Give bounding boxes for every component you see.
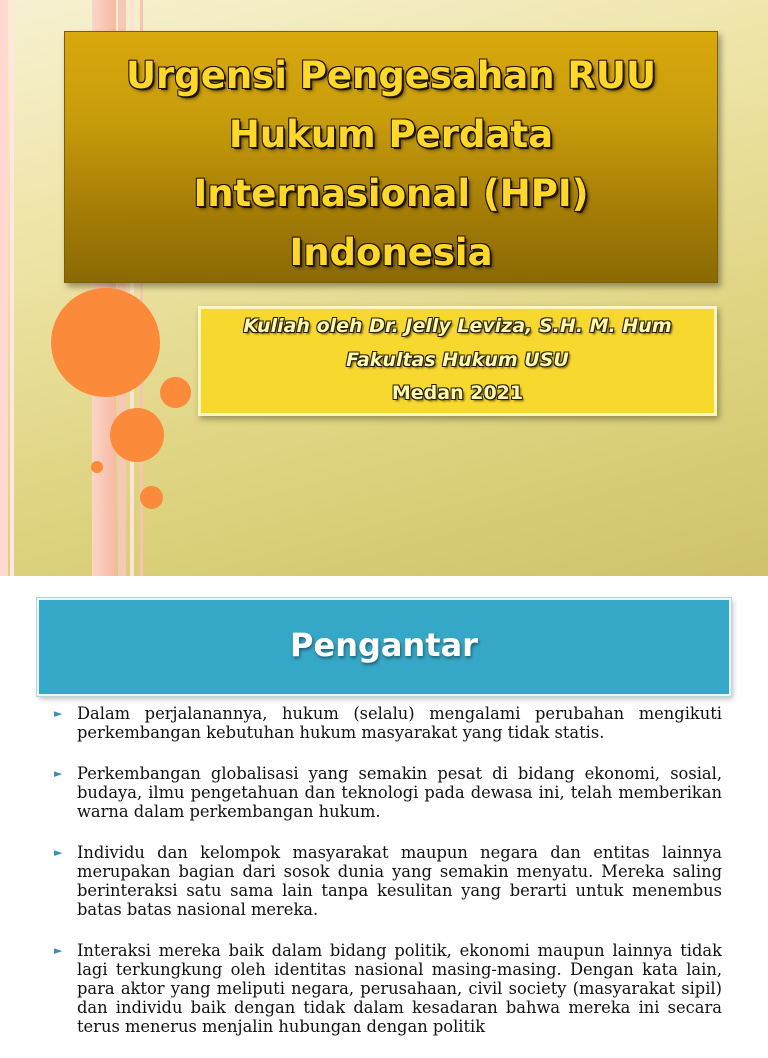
title-line: Indonesia (289, 231, 493, 274)
faculty-line: Fakultas Hukum USU (346, 349, 569, 371)
list-item (54, 704, 722, 742)
bullet-text: Perkembangan globalisasi yang semakin pesat di bidang ekonomi, sosial, budaya, ilmu pengetahuan dan teknologi pada dewasa ini, telah memberikan warna dalam perkembangan hukum. (77, 764, 722, 821)
title-line: Internasional (HPI) (193, 172, 589, 215)
triangle-bullet-icon: ► (54, 944, 63, 957)
triangle-bullet-icon: ► (54, 846, 63, 859)
bullet-text: Interaksi mereka baik dalam bidang politik, ekonomi maupun lainnya tidak lagi terkungkung oleh identitas nasional masing-masing. Dengan kata lain, para aktor yang meliputi negara, perusahaan, civil society (masyarakat sipil) dan individu baik dengan tidak dalam kesadaran bahwa mereka ini secara terus menerus menjalin hubungan dengan politik (77, 941, 722, 1036)
orange-circle-medium (110, 408, 164, 462)
bullet-text: Dalam perjalanannya, hukum (selalu) mengalami perubahan mengikuti perkembangan kebutuhan hukum masyarakat yang tidak statis. (77, 704, 722, 742)
section-title: Pengantar (290, 626, 478, 664)
place-year-line: Medan 2021 (391, 382, 524, 404)
orange-circle-tiny (91, 461, 103, 473)
orange-circle-large (51, 288, 160, 397)
bullet-text: Individu dan kelompok masyarakat maupun negara dan entitas lainnya merupakan bagian dari sosok dunia yang semakin menyatu. Mereka saling berinteraksi satu sama lain tanpa kesulitan yang berarti untuk menembus batas batas nasional mereka. (77, 843, 722, 919)
title-line: Hukum Perdata (228, 113, 554, 156)
orange-circle-small (160, 377, 191, 408)
slide-title (65, 46, 717, 282)
bullet-list (54, 704, 722, 1058)
list-item (54, 843, 722, 919)
decorative-stripe (10, 0, 14, 576)
subtitle-box (198, 306, 717, 416)
section-header (37, 598, 731, 696)
title-box (64, 31, 718, 283)
content-slide (0, 576, 768, 1036)
title-line: Urgensi Pengesahan RUU (125, 54, 657, 97)
triangle-bullet-icon: ► (54, 707, 63, 720)
list-item (54, 941, 722, 1036)
orange-circle-small (140, 486, 163, 509)
lecturer-line: Kuliah oleh Dr. Jelly Leviza, S.H. M. Hum (243, 315, 672, 337)
triangle-bullet-icon: ► (54, 767, 63, 780)
decorative-stripe (0, 0, 8, 576)
list-item (54, 764, 722, 821)
